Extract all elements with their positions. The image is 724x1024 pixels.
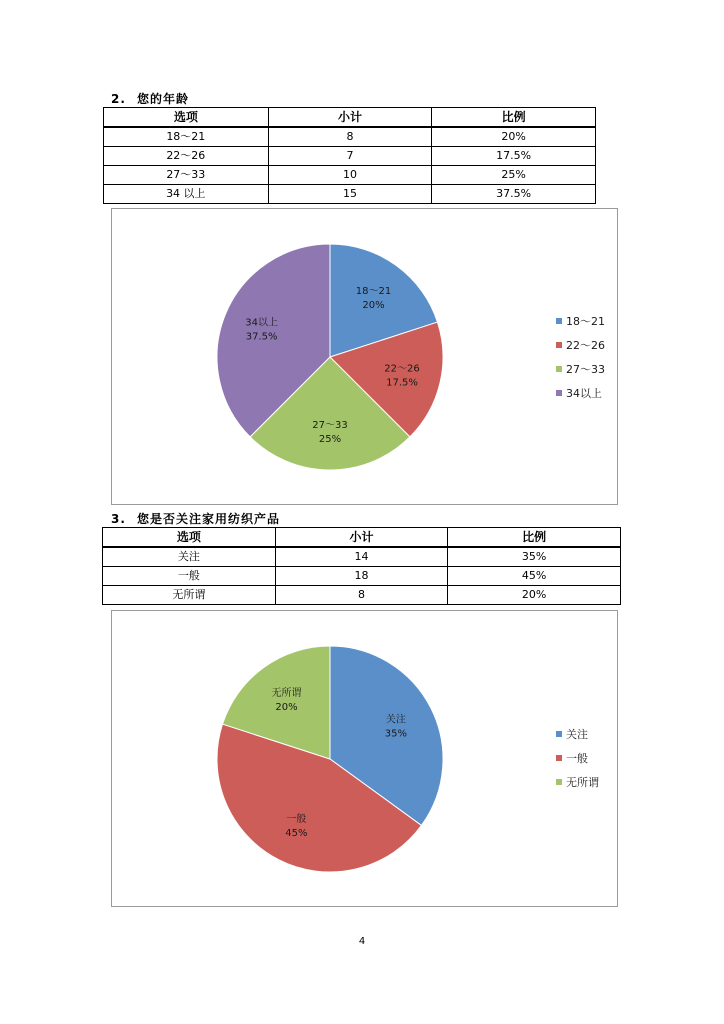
slice-percent-label: 25%: [318, 434, 342, 445]
legend-label: 一般: [566, 752, 588, 765]
cell-option: 34 以上: [104, 185, 269, 204]
legend-swatch: [556, 779, 562, 785]
cell-ratio: 20%: [448, 586, 621, 605]
header-ratio: 比例: [448, 528, 621, 548]
legend-label: 关注: [566, 728, 588, 741]
slice-category-label: 无所谓: [271, 688, 302, 700]
attention-table: [102, 527, 621, 605]
age-pie-chart: [111, 208, 618, 505]
table-header-row: [103, 528, 621, 548]
attention-pie-svg: [112, 611, 617, 906]
table-row: [104, 185, 596, 204]
slice-percent-label: 20%: [275, 702, 298, 714]
cell-ratio: 17.5%: [432, 147, 596, 166]
table-row: [103, 547, 621, 567]
table-row: [104, 127, 596, 147]
cell-ratio: 45%: [448, 567, 621, 586]
header-ratio: 比例: [432, 108, 596, 128]
cell-count: 14: [275, 547, 448, 567]
table-row: [103, 567, 621, 586]
cell-count: 8: [268, 127, 432, 147]
legend-swatch: [556, 318, 562, 324]
cell-ratio: 20%: [432, 127, 596, 147]
header-option: 选项: [103, 528, 276, 548]
cell-option: 22～26: [104, 147, 269, 166]
legend-label: 无所谓: [566, 776, 599, 789]
slice-percent-label: 37.5%: [245, 331, 278, 343]
legend-label: 34以上: [566, 387, 602, 400]
attention-pie-chart: [111, 610, 618, 907]
cell-ratio: 25%: [432, 166, 596, 185]
age-table: [103, 107, 596, 204]
table-header-row: [104, 108, 596, 128]
table-row: [104, 147, 596, 166]
header-count: 小计: [275, 528, 448, 548]
age-pie-svg: [112, 209, 617, 504]
cell-ratio: 37.5%: [432, 185, 596, 204]
slice-percent-label: 17.5%: [386, 377, 418, 389]
legend-swatch: [556, 390, 562, 396]
header-count: 小计: [268, 108, 432, 128]
legend-swatch: [556, 755, 562, 761]
header-option: 选项: [104, 108, 269, 128]
legend-swatch: [556, 366, 562, 372]
slice-category-label: 18～21: [355, 286, 392, 298]
legend-label: 18～21: [566, 315, 605, 328]
table-row: [103, 586, 621, 605]
slice-percent-label: 20%: [362, 300, 385, 312]
section-heading: 您的年龄: [137, 92, 190, 106]
legend-label: 27～33: [566, 363, 605, 376]
section-title-attention: [111, 510, 280, 527]
cell-option: 27～33: [104, 166, 269, 185]
section-title-age: [111, 90, 189, 107]
slice-category-label: 一般: [286, 813, 307, 825]
section-heading: 您是否关注家用纺织产品: [137, 512, 281, 526]
cell-option: 无所谓: [103, 586, 276, 605]
cell-option: 18～21: [104, 127, 269, 147]
slice-percent-label: 35%: [384, 728, 408, 740]
cell-count: 8: [275, 586, 448, 605]
cell-option: 关注: [103, 547, 276, 567]
table-row: [104, 166, 596, 185]
section-number: 2.: [111, 92, 126, 106]
cell-ratio: 35%: [448, 547, 621, 567]
cell-count: 18: [275, 567, 448, 586]
cell-count: 10: [268, 166, 432, 185]
slice-category-label: 22～26: [384, 363, 420, 375]
slice-category-label: 关注: [385, 714, 406, 726]
page-number: 4: [358, 936, 366, 947]
cell-option: 一般: [103, 567, 276, 586]
legend-label: 22～26: [566, 339, 605, 352]
slice-category-label: 34以上: [245, 317, 278, 329]
slice-percent-label: 45%: [285, 827, 308, 839]
cell-count: 7: [268, 147, 432, 166]
cell-count: 15: [268, 185, 432, 204]
section-number: 3.: [111, 512, 126, 526]
legend-swatch: [556, 731, 562, 737]
legend-swatch: [556, 342, 562, 348]
slice-category-label: 27～33: [312, 420, 348, 431]
